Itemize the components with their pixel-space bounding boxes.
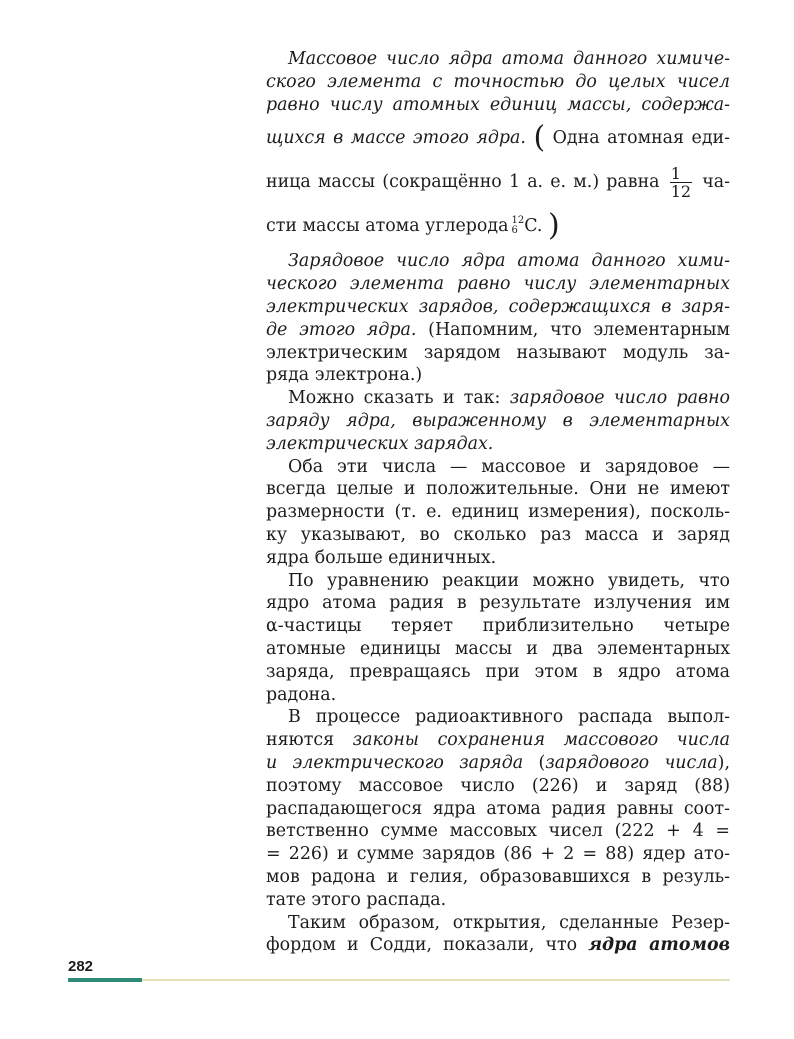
text-line (266, 729, 730, 752)
element-symbol: C (524, 216, 537, 237)
text-fragment: ), (717, 752, 730, 773)
text-line: ряда электрона.) (266, 365, 423, 386)
paragraph (266, 387, 730, 455)
text-line: ского элемента с точностью до целых чисел (266, 71, 730, 92)
italic-fragment: зарядовое число равно (509, 388, 730, 409)
text-line: заряду ядра, выраженному в элементарных (266, 410, 730, 431)
text-line: Таким образом, открытия, сделанные Резер- (288, 912, 730, 933)
fraction-denominator: 12 (670, 182, 692, 202)
note-text: ница массы (сокращённо 1 а. е. м.) равна (266, 172, 660, 193)
paragraph (266, 570, 730, 707)
text-line: равно числу атомных единиц массы, содержа- (266, 94, 730, 115)
note-text: ча- (702, 172, 731, 193)
italic-fragment: законы сохранения массового числа (352, 730, 730, 751)
fraction-one-twelfth (670, 165, 692, 200)
text-line: ветственно сумме массовых чисел (222 + 4 = (266, 821, 730, 842)
text-fragment: няются (266, 730, 353, 751)
note-text: Одна атомная еди- (552, 128, 730, 149)
text-line: тате этого распада. (266, 889, 447, 910)
definition-mass-number (266, 48, 730, 248)
definition-end: щихся в массе этого ядра. (266, 128, 526, 149)
text-line: = 226) и сумме зарядов (86 + 2 = 88) ядер ато- (266, 844, 730, 865)
text-line: заряда, превращаясь при этом в ядро атома (266, 661, 730, 682)
italic-fragment: де этого ядра. (266, 319, 417, 340)
text-line (266, 116, 730, 160)
page-number: 282 (68, 958, 94, 975)
text-line: α-частицы теряет приблизительно четыре (266, 616, 730, 637)
text-line: электрическим зарядом называют модуль за- (266, 342, 730, 363)
footer-rule (142, 979, 730, 981)
text-line: электрических зарядах. (266, 433, 494, 454)
paragraph (266, 912, 730, 958)
text-line: ческого элемента равно числу элементарных (266, 274, 730, 295)
period: . (536, 216, 543, 237)
text-line: мов радона и гелия, образовавшихся в резуль- (266, 866, 730, 887)
italic-fragment: зарядового числа (545, 752, 718, 773)
text-fragment: (Напомним, что элементарным (416, 319, 730, 340)
paragraph (266, 456, 730, 570)
text-line: ку указывают, во сколько раз масса и заряд (266, 524, 730, 545)
text-line: радона. (266, 684, 337, 705)
text-fragment: фордом и Содди, показали, что (266, 935, 589, 956)
text-line (266, 752, 730, 775)
text-line: размерности (т. е. единиц измерения), посколь- (266, 502, 730, 523)
text-line: поэтому массовое число (226) и заряд (88) (266, 775, 730, 796)
text-line: атомные единицы массы и два элементарных (266, 638, 730, 659)
carbon-nuclide-indices (511, 216, 524, 236)
main-text (266, 48, 730, 957)
text-line (266, 204, 730, 248)
paragraph (266, 706, 730, 911)
text-line: электрических зарядов, содержащихся в заря- (266, 296, 730, 317)
text-line: распадающегося ядра атома радия равны соот- (266, 798, 730, 819)
text-line: В процессе радиоактивного распада выпол- (288, 707, 730, 728)
italic-fragment: и электрического заряда (266, 752, 524, 773)
text-fragment: ( (523, 752, 546, 773)
text-line: всегда целые и положительные. Они не имеют (266, 479, 730, 500)
text-line (266, 934, 730, 957)
note-text: сти массы атома углерода (266, 216, 509, 237)
text-line: По уравнению реакции можно увидеть, что (288, 570, 730, 591)
text-line (266, 160, 730, 204)
text-line (266, 319, 730, 342)
definition-charge-number (266, 250, 730, 387)
text-line: Оба эти числа — массовое и зарядовое — (288, 456, 730, 477)
mass-number: 12 (511, 215, 525, 227)
bold-italic-fragment: ядра атомов (588, 935, 730, 956)
text-line: Массовое число ядра атома данного химиче- (288, 49, 730, 69)
open-parenthesis: ( (533, 120, 546, 156)
close-parenthesis: ) (547, 208, 560, 244)
text-fragment: Можно сказать и так: (288, 388, 510, 409)
text-line: Зарядовое число ядра атома данного хими- (288, 251, 730, 272)
atomic-number: 6 (511, 225, 518, 237)
footer-accent-bar (68, 978, 142, 982)
text-line (266, 387, 730, 410)
fraction-numerator: 1 (670, 165, 692, 183)
text-line: ядра больше единичных. (266, 547, 497, 568)
text-line: ядро атома радия в результате излучения им (266, 593, 730, 614)
